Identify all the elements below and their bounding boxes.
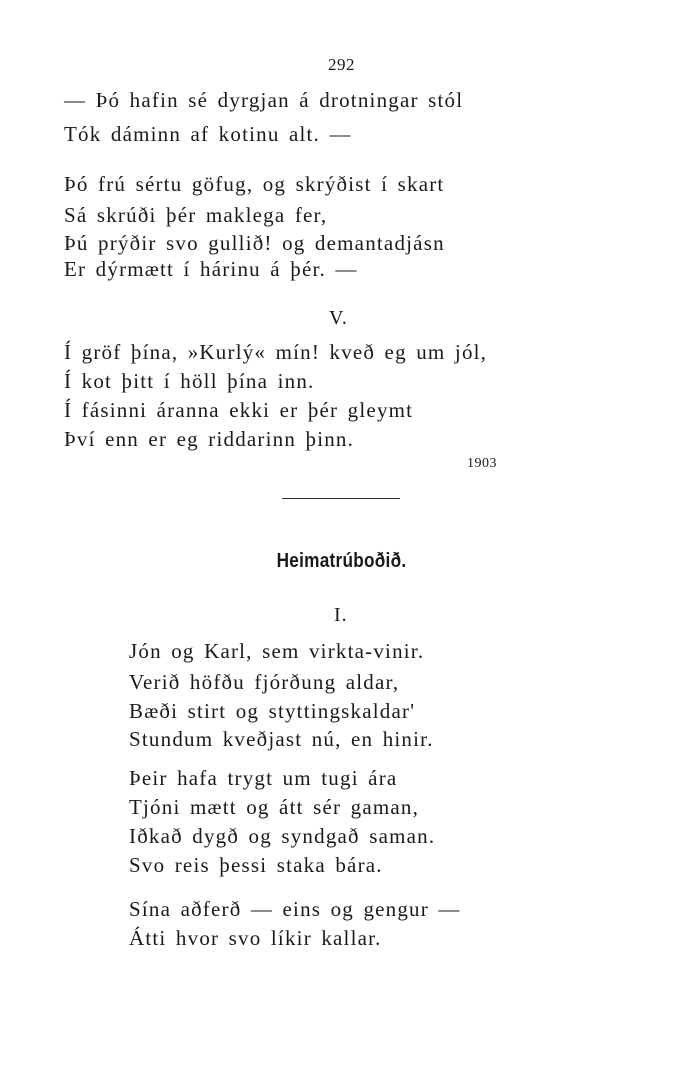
section-divider — [282, 498, 400, 499]
section-number: V. — [329, 307, 348, 329]
poem-line: Iðkað dygð og syndgað saman. — [129, 824, 436, 848]
poem-line: Þú prýðir svo gullið! og demantadjásn — [64, 231, 445, 255]
poem-line: Átti hvor svo líkir kallar. — [129, 926, 382, 950]
poem-line: — Þó hafin sé dyrgjan á drotningar stól — [64, 88, 464, 112]
poem-line: Bæði stirt og styttingskaldar' — [129, 699, 416, 723]
poem-line: Er dýrmætt í hárinu á þér. — — [64, 257, 358, 281]
poem-line: Jón og Karl, sem virkta-vinir. — [129, 639, 425, 663]
poem-line: Tók dáminn af kotinu alt. — — [64, 122, 352, 146]
poem-line: Þeir hafa trygt um tugi ára — [129, 766, 398, 790]
poem-line: Verið höfðu fjórðung aldar, — [129, 670, 400, 694]
poem-line: Þó frú sértu göfug, og skrýðist í skart — [64, 172, 445, 196]
poem-line: Stundum kveðjast nú, en hinir. — [129, 727, 434, 751]
poem-line: Í gröf þína, »Kurlý« mín! kveð eg um jól, — [64, 340, 488, 364]
poem-line: Í fásinni áranna ekki er þér gleymt — [64, 398, 414, 422]
poem-line: Sá skrúði þér maklega fer, — [64, 203, 328, 227]
poem-line: Sína aðferð — eins og gengur — — [129, 897, 461, 921]
poem-line: Í kot þitt í höll þína inn. — [64, 369, 315, 393]
page-number: 292 — [328, 55, 355, 74]
poem-line: Því enn er eg riddarinn þinn. — [64, 427, 355, 451]
poem-title: Heimatrúboðið. — [276, 550, 407, 572]
section-number: I. — [334, 604, 348, 626]
poem-line: Svo reis þessi staka bára. — [129, 853, 383, 877]
poem-line: Tjóni mætt og átt sér gaman, — [129, 795, 420, 819]
poem-date: 1903 — [467, 456, 497, 471]
